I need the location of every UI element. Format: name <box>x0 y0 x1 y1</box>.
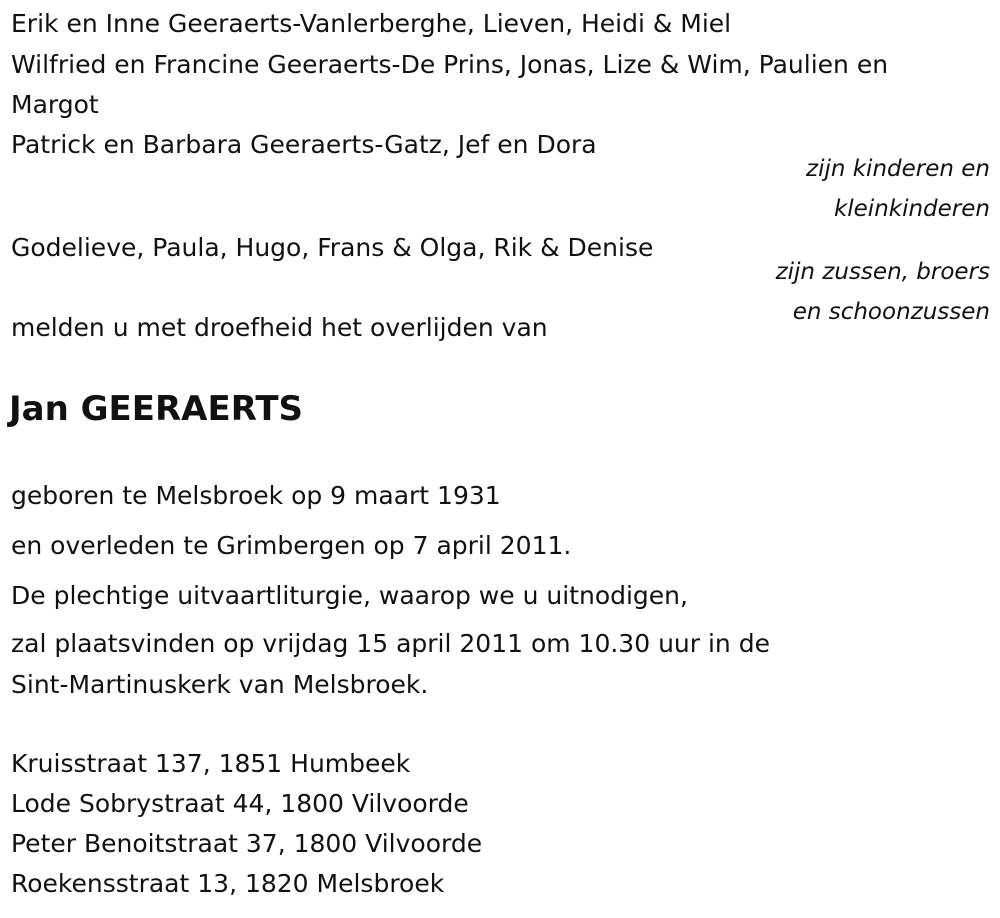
detail-liturgy-date: zal plaatsvinden op vrijdag 15 april 2011 om 10.30 uur in de <box>11 629 770 658</box>
deceased-name: Jan GEERAERTS <box>9 389 304 429</box>
children-line-2: Wilfried en Francine Geeraerts-De Prins, Jonas, Lize & Wim, Paulien en <box>11 50 889 79</box>
address-line-4: Roekensstraat 13, 1820 Melsbroek <box>11 869 445 898</box>
children-line-3: Margot <box>11 90 99 119</box>
siblings-caption-line-1: zijn zussen, broers <box>775 259 990 285</box>
detail-liturgy-invite: De plechtige uitvaartliturgie, waarop we u uitnodigen, <box>11 581 688 610</box>
siblings-caption-line-2: en schoonzussen <box>792 299 990 325</box>
detail-birth: geboren te Melsbroek op 9 maart 1931 <box>11 481 501 510</box>
address-line-1: Kruisstraat 137, 1851 Humbeek <box>11 749 411 778</box>
children-line-4: Patrick en Barbara Geeraerts-Gatz, Jef en Dora <box>11 130 597 159</box>
children-line-1: Erik en Inne Geeraerts-Vanlerberghe, Lieven, Heidi & Miel <box>11 9 732 38</box>
children-caption-line-2: kleinkinderen <box>833 196 990 222</box>
detail-death: en overleden te Grimbergen op 7 april 2011. <box>11 531 572 560</box>
address-line-3: Peter Benoitstraat 37, 1800 Vilvoorde <box>11 829 483 858</box>
announcement-line: melden u met droefheid het overlijden van <box>11 313 548 342</box>
children-caption-line-1: zijn kinderen en <box>806 156 990 182</box>
siblings-line: Godelieve, Paula, Hugo, Frans & Olga, Rik & Denise <box>11 233 654 262</box>
address-line-2: Lode Sobrystraat 44, 1800 Vilvoorde <box>11 789 469 818</box>
detail-liturgy-place: Sint-Martinuskerk van Melsbroek. <box>11 670 429 699</box>
